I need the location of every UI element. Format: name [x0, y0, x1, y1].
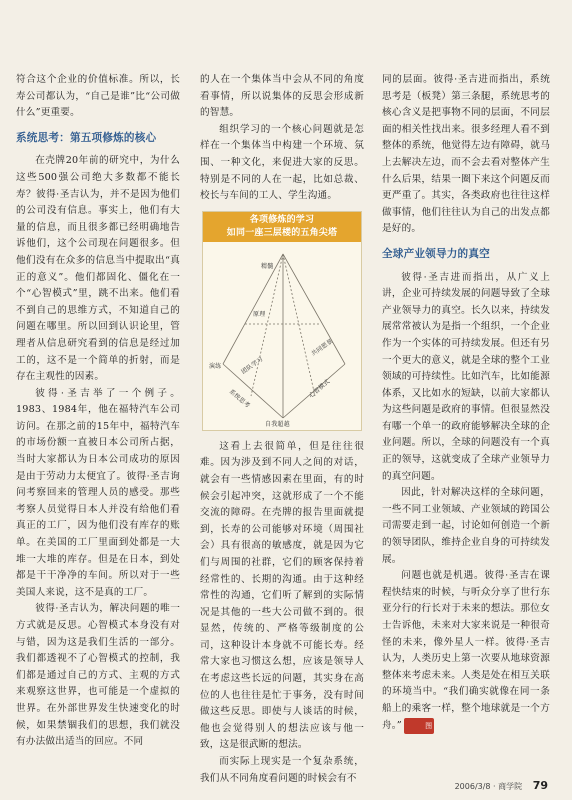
- column-right: [382, 72, 550, 734]
- pyramid-lines: [223, 254, 345, 418]
- paragraph: 这看上去很简单，但是往往很难。因为涉及到不同人之间的对话，就会有一些情感因素在里面，有的时候会引起冲突，这就形成了一个不能交流的障碍。在壳牌的报告里面就提到，长寿的公司能够对环境（周围社会）具有很高的敏感度，就是因为它们与周围的社群，它们的顾客保持着经常性的、长期的沟通。由于这种经常性的沟通，它们听了解到的实际情况是其他的一些大公司做不到的。很显然，传统的、严格等级制度的公司，这种设计本身就不可能长寿。经常大家也习惯这么想，应该是领导人在考虑这些长远的问题，其实身在高位的人也往往是忙于事务，没有时间做这些反思。即使与人谈话的时候，他也会觉得别人的想法应该与他一致，这是很武断的想法。: [200, 440, 364, 751]
- pyramid-diagram: [203, 246, 365, 428]
- page-number: 79: [532, 779, 548, 792]
- end-mark-icon: 图: [404, 718, 434, 735]
- paragraph: [382, 568, 550, 734]
- paragraph: 因此，针对解决这样的全球问题，一些不同工业领域、产业领域的跨国公司需要走到一起，讨论如何创造一个新的领导团队，维持企业自身的可持续发展。: [382, 487, 550, 565]
- label-personal-mastery: 自我超越: [265, 420, 290, 428]
- section-heading: 全球产业领导力的真空: [382, 247, 490, 260]
- paragraph: 在壳牌20年前的研究中，为什么这些500强公司绝大多数都不能长寿？彼得·圣吉认为，并不是因为他们的公司没有信息。事实上，他们有大量的信息，而且很多都已经明确地告诉他们，这个公司现在问题很多。但他们没有在众多的信息当中提取出“真正的意义”。他们都固化、僵化在一个“心智模式”里，跳不出来。他们看不到自己的思维方式，不知道自己的问题在哪里。所以回到认识论里，管理者从信息研究看到的信息是经过加工的，这不是一个简单的折射，而是存在主观性的因素。: [16, 155, 180, 383]
- paragraph: 彼得·圣吉进而指出，从广义上讲，企业可持续发展的问题导致了全球产业领导力的真空。长久以来，持续发展常常被认为是指一个组织，一个企业作为一个实体的可持续发展。但还有另一个更大的意义，就是全球的整个工业领域的可持续性。比如汽车，比如能源体系，又比如水的短缺，以前大家都认为这些问题是政府的事情。但很显然没有哪一个单一的政府能够解决全球的企业问题。所以，全球的问题没有一个真正的领导，这就变成了全球产业领导力的真空问题。: [382, 271, 550, 482]
- column-middle: [200, 72, 364, 787]
- paragraph: 的人在一个集体当中会从不同的角度看事情，所以说集体的反思会形成新的智慧。: [200, 74, 364, 119]
- paragraph: 同的层面。彼得·圣吉进而指出，系统思考是（板凳）第三条腿，系统思考的核心含义是把事物不同的层面，不同层面的相关性找出来。很多经理人看不到整体的系统，他觉得左边有障碍，就马上去解决左边，而不会去看对整体产生什么后果，结果一圈下来这个问题反而更严重了。其实，各类政府也往往这样做事情，他们往往认为自己的出发点都是好的。: [382, 74, 550, 235]
- label-apex: 精髓: [261, 262, 274, 270]
- paragraph: 彼得·圣吉认为，解决问题的唯一方式就是反思。心智模式本身没有对与错，因为这是我们生活的一部分。我们都透视不了心智模式的控制，我们都是通过自己的方式、主观的方式来观察这世界，也可能是一个虚拟的世界。在外部世界发生快速变化的时候，如果禁锢我们的思想，我们就没有办法做出适当的回应。不同: [16, 603, 180, 748]
- paragraph: 符合这个企业的价值标准。所以，长寿公司都认为，“自己是谁”比“公司做什么”更重要。: [16, 74, 180, 119]
- figure-title: [203, 212, 361, 242]
- label-team-learning: 团队学习: [240, 355, 265, 376]
- paragraph: 而实际上现实是一个复杂系统，我们从不同角度看问题的时候会有不: [200, 756, 364, 784]
- pyramid-figure: [202, 211, 362, 431]
- label-principle: 原理: [253, 310, 266, 318]
- label-mental-models: 心智模式: [307, 377, 332, 400]
- page-footer: [455, 779, 548, 792]
- paragraph: 组织学习的一个核心问题就是怎样在一个集体当中构建一个环境、氛围、一种文化，来促进大家的反思。特别是不同的人在一起，比如总裁、校长与车间的工人、学生沟通。: [200, 123, 364, 202]
- label-practice: 演练: [209, 362, 222, 370]
- label-shared-vision: 共同愿景: [310, 337, 335, 358]
- footer-date-source: 2006/3/8 · 商学院: [454, 782, 523, 791]
- column-left: [16, 72, 180, 751]
- figure-title-line1: 各项修炼的学习: [249, 214, 315, 225]
- paragraph: 彼得·圣吉举了一个例子。1983、1984年，他在福特汽车公司访问。在那之前的15年中，福特汽车的市场份额一直被日本公司所占据，当时大家都认为日本公司成功的原因是由于劳动力太便宜了。彼得·圣吉询问考察回来的管理人员的感受。那些考察人员觉得日本人并没有给他们看真正的工厂，因为他们没有库存的账单。在美国的工厂里面到处都是一大堆一大堆的库存。但是在日本，到处都是干干净净的车间。所以对于一些美国人来说，这不是真的工厂。: [16, 387, 180, 598]
- section-heading: 系统思考：第五项修炼的核心: [16, 131, 157, 144]
- paragraph-text: 问题也就是机遇。彼得·圣吉在课程快结束的时候，与听众分享了世行东亚分行的行长对于未来的想法。那位女士告诉他，未来对大家来说是一种很奇怪的未来，像外星人一样。彼得·圣吉认为，人类历史上第一次要从地球资源整体来考虑未来。人类是处在相互关联的环境当中。“我们确实就像在同一条船上的乘客一样，整个地球就是一个方舟。”: [382, 570, 550, 731]
- label-systems-thinking: 系统思考: [227, 387, 252, 410]
- figure-title-line2: 如同一座三层楼的五角尖塔: [226, 227, 338, 238]
